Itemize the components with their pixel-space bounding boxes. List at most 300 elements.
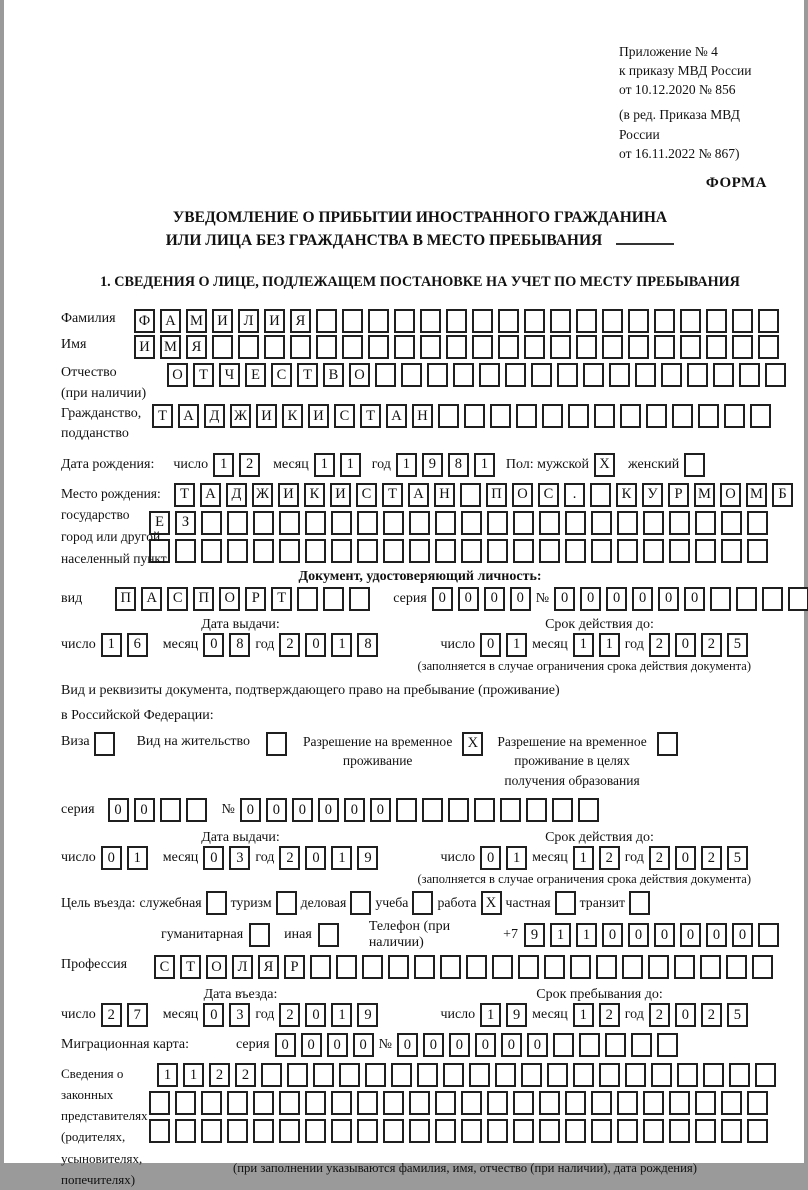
form-cell[interactable] [206, 891, 227, 915]
form-cell[interactable]: 0 [108, 798, 129, 822]
form-cell[interactable] [331, 539, 352, 563]
form-cell[interactable]: С [271, 363, 292, 387]
form-cell[interactable]: Т [180, 955, 201, 979]
form-cell[interactable]: 0 [684, 587, 705, 611]
form-cell[interactable] [409, 1119, 430, 1143]
form-cell[interactable] [362, 955, 383, 979]
form-cell[interactable]: А [386, 404, 407, 428]
form-cell[interactable] [674, 955, 695, 979]
form-cell[interactable] [479, 363, 500, 387]
form-cell[interactable] [596, 955, 617, 979]
form-cell[interactable] [524, 309, 545, 333]
form-cell[interactable]: Ж [252, 483, 273, 507]
form-cell[interactable] [643, 1119, 664, 1143]
form-cell[interactable] [629, 891, 650, 915]
purpose-humanitarian-checkbox[interactable] [249, 923, 270, 947]
form-cell[interactable] [721, 1119, 742, 1143]
form-cell[interactable]: Т [174, 483, 195, 507]
form-cell[interactable] [175, 1119, 196, 1143]
form-cell[interactable] [599, 1063, 620, 1087]
form-cell[interactable]: О [167, 363, 188, 387]
form-cell[interactable] [539, 1091, 560, 1115]
form-cell[interactable] [487, 511, 508, 535]
form-cell[interactable]: 3 [229, 846, 250, 870]
form-cell[interactable]: 1 [127, 846, 148, 870]
form-cell[interactable] [505, 363, 526, 387]
form-cell[interactable]: Т [382, 483, 403, 507]
form-cell[interactable]: О [219, 587, 240, 611]
form-cell[interactable]: 2 [239, 453, 260, 477]
form-cell[interactable] [313, 1063, 334, 1087]
form-cell[interactable] [550, 309, 571, 333]
form-cell[interactable] [695, 1119, 716, 1143]
form-cell[interactable] [654, 335, 675, 359]
form-cell[interactable]: И [256, 404, 277, 428]
form-cell[interactable] [620, 404, 641, 428]
form-cell[interactable] [435, 511, 456, 535]
form-cell[interactable]: О [512, 483, 533, 507]
form-cell[interactable] [201, 1119, 222, 1143]
form-cell[interactable]: Б [772, 483, 793, 507]
form-cell[interactable]: К [304, 483, 325, 507]
form-cell[interactable] [539, 1119, 560, 1143]
form-cell[interactable] [565, 1091, 586, 1115]
form-cell[interactable] [446, 309, 467, 333]
form-cell[interactable] [752, 955, 773, 979]
form-cell[interactable] [628, 335, 649, 359]
form-cell[interactable] [695, 511, 716, 535]
form-cell[interactable]: В [323, 363, 344, 387]
form-cell[interactable] [762, 587, 783, 611]
form-cell[interactable] [310, 955, 331, 979]
form-cell[interactable] [357, 1091, 378, 1115]
form-cell[interactable]: 1 [474, 453, 495, 477]
form-cell[interactable] [721, 539, 742, 563]
form-cell[interactable]: 8 [229, 633, 250, 657]
form-cell[interactable] [249, 923, 270, 947]
form-cell[interactable] [750, 404, 771, 428]
form-cell[interactable] [524, 335, 545, 359]
form-cell[interactable] [643, 539, 664, 563]
form-cell[interactable]: 1 [480, 1003, 501, 1027]
form-cell[interactable] [305, 539, 326, 563]
form-cell[interactable] [383, 1119, 404, 1143]
form-cell[interactable]: Т [271, 587, 292, 611]
form-cell[interactable]: К [616, 483, 637, 507]
form-cell[interactable] [513, 1119, 534, 1143]
form-cell[interactable]: 1 [331, 633, 352, 657]
form-cell[interactable] [576, 335, 597, 359]
form-cell[interactable]: 0 [580, 587, 601, 611]
form-cell[interactable] [635, 363, 656, 387]
form-cell[interactable]: 2 [649, 633, 670, 657]
form-cell[interactable] [401, 363, 422, 387]
form-cell[interactable] [565, 511, 586, 535]
form-cell[interactable] [349, 587, 370, 611]
purpose-business-checkbox[interactable] [206, 891, 227, 915]
form-cell[interactable]: Т [152, 404, 173, 428]
form-cell[interactable]: 1 [396, 453, 417, 477]
form-cell[interactable] [521, 1063, 542, 1087]
form-cell[interactable] [672, 404, 693, 428]
form-cell[interactable]: М [694, 483, 715, 507]
form-cell[interactable] [201, 539, 222, 563]
form-cell[interactable]: С [154, 955, 175, 979]
form-cell[interactable]: 0 [305, 1003, 326, 1027]
form-cell[interactable] [680, 335, 701, 359]
form-cell[interactable]: 0 [397, 1033, 418, 1057]
form-cell[interactable]: Н [412, 404, 433, 428]
form-cell[interactable] [466, 955, 487, 979]
form-cell[interactable] [602, 335, 623, 359]
form-cell[interactable] [357, 511, 378, 535]
form-cell[interactable]: 0 [134, 798, 155, 822]
form-cell[interactable] [591, 1119, 612, 1143]
form-cell[interactable]: 2 [235, 1063, 256, 1087]
form-cell[interactable]: Е [245, 363, 266, 387]
form-cell[interactable]: О [720, 483, 741, 507]
form-cell[interactable] [414, 955, 435, 979]
form-cell[interactable] [669, 539, 690, 563]
form-cell[interactable] [175, 1091, 196, 1115]
form-cell[interactable] [680, 309, 701, 333]
form-cell[interactable] [375, 363, 396, 387]
form-cell[interactable]: С [167, 587, 188, 611]
form-cell[interactable] [700, 955, 721, 979]
form-cell[interactable] [253, 1091, 274, 1115]
form-cell[interactable] [412, 891, 433, 915]
form-cell[interactable]: 0 [475, 1033, 496, 1057]
form-cell[interactable] [365, 1063, 386, 1087]
form-cell[interactable]: 9 [506, 1003, 527, 1027]
form-cell[interactable]: 2 [599, 1003, 620, 1027]
form-cell[interactable]: X [481, 891, 502, 915]
temp-permit-edu-checkbox[interactable] [657, 732, 678, 756]
form-cell[interactable]: 0 [266, 798, 287, 822]
form-cell[interactable] [579, 1033, 600, 1057]
form-cell[interactable] [435, 1119, 456, 1143]
form-cell[interactable] [721, 1091, 742, 1115]
form-cell[interactable] [487, 539, 508, 563]
form-cell[interactable]: 5 [727, 846, 748, 870]
form-cell[interactable] [695, 1091, 716, 1115]
form-cell[interactable] [331, 511, 352, 535]
form-cell[interactable] [331, 1119, 352, 1143]
form-cell[interactable] [446, 335, 467, 359]
form-cell[interactable] [383, 539, 404, 563]
form-cell[interactable]: 0 [327, 1033, 348, 1057]
form-cell[interactable] [469, 1063, 490, 1087]
form-cell[interactable]: 2 [101, 1003, 122, 1027]
form-cell[interactable]: 0 [203, 633, 224, 657]
form-cell[interactable]: . [564, 483, 585, 507]
form-cell[interactable] [487, 1119, 508, 1143]
form-cell[interactable]: 7 [127, 1003, 148, 1027]
form-cell[interactable] [212, 335, 233, 359]
form-cell[interactable] [706, 309, 727, 333]
form-cell[interactable] [726, 955, 747, 979]
form-cell[interactable]: 2 [701, 633, 722, 657]
form-cell[interactable] [253, 1119, 274, 1143]
form-cell[interactable] [602, 309, 623, 333]
form-cell[interactable] [724, 404, 745, 428]
form-cell[interactable] [578, 798, 599, 822]
form-cell[interactable] [331, 1091, 352, 1115]
form-cell[interactable]: 0 [432, 587, 453, 611]
form-cell[interactable]: 2 [279, 846, 300, 870]
form-cell[interactable] [201, 511, 222, 535]
form-cell[interactable] [287, 1063, 308, 1087]
form-cell[interactable]: 3 [229, 1003, 250, 1027]
form-cell[interactable]: 1 [573, 633, 594, 657]
form-cell[interactable] [342, 335, 363, 359]
form-cell[interactable] [591, 1091, 612, 1115]
form-cell[interactable] [531, 363, 552, 387]
form-cell[interactable]: 0 [305, 846, 326, 870]
form-cell[interactable] [149, 1119, 170, 1143]
form-cell[interactable]: 0 [675, 633, 696, 657]
form-cell[interactable] [677, 1063, 698, 1087]
form-cell[interactable] [391, 1063, 412, 1087]
form-cell[interactable] [305, 1119, 326, 1143]
form-cell[interactable]: З [175, 511, 196, 535]
form-cell[interactable] [438, 404, 459, 428]
form-cell[interactable] [657, 732, 678, 756]
form-cell[interactable] [539, 511, 560, 535]
form-cell[interactable] [487, 1091, 508, 1115]
form-cell[interactable] [590, 483, 611, 507]
form-cell[interactable]: А [408, 483, 429, 507]
form-cell[interactable]: 0 [449, 1033, 470, 1057]
form-cell[interactable] [461, 1091, 482, 1115]
purpose-work-checkbox[interactable] [481, 891, 502, 915]
form-cell[interactable] [555, 891, 576, 915]
form-cell[interactable]: 0 [344, 798, 365, 822]
form-cell[interactable]: 0 [203, 846, 224, 870]
form-cell[interactable]: А [160, 309, 181, 333]
form-cell[interactable] [617, 539, 638, 563]
temp-permit-checkbox[interactable] [462, 732, 483, 756]
form-cell[interactable]: 9 [524, 923, 545, 947]
form-cell[interactable] [516, 404, 537, 428]
form-cell[interactable] [388, 955, 409, 979]
form-cell[interactable] [565, 539, 586, 563]
form-cell[interactable]: 0 [101, 846, 122, 870]
form-cell[interactable] [513, 1091, 534, 1115]
form-cell[interactable] [409, 1091, 430, 1115]
form-cell[interactable]: П [486, 483, 507, 507]
form-cell[interactable] [435, 1091, 456, 1115]
form-cell[interactable]: Я [186, 335, 207, 359]
form-cell[interactable] [279, 539, 300, 563]
form-cell[interactable]: 8 [448, 453, 469, 477]
form-cell[interactable] [542, 404, 563, 428]
form-cell[interactable] [350, 891, 371, 915]
form-cell[interactable] [318, 923, 339, 947]
form-cell[interactable]: 2 [209, 1063, 230, 1087]
form-cell[interactable] [617, 511, 638, 535]
form-cell[interactable] [339, 1063, 360, 1087]
form-cell[interactable]: Р [668, 483, 689, 507]
form-cell[interactable]: 0 [480, 633, 501, 657]
form-cell[interactable] [394, 309, 415, 333]
form-cell[interactable] [323, 587, 344, 611]
form-cell[interactable]: А [200, 483, 221, 507]
form-cell[interactable] [513, 539, 534, 563]
form-cell[interactable] [396, 798, 417, 822]
form-cell[interactable] [747, 511, 768, 535]
form-cell[interactable]: Т [297, 363, 318, 387]
form-cell[interactable] [605, 1033, 626, 1057]
form-cell[interactable] [736, 587, 757, 611]
form-cell[interactable]: 1 [573, 846, 594, 870]
form-cell[interactable] [448, 798, 469, 822]
purpose-commercial-checkbox[interactable] [350, 891, 371, 915]
form-cell[interactable]: 0 [353, 1033, 374, 1057]
form-cell[interactable] [383, 1091, 404, 1115]
form-cell[interactable] [461, 539, 482, 563]
form-cell[interactable]: 5 [727, 633, 748, 657]
form-cell[interactable] [765, 363, 786, 387]
form-cell[interactable] [646, 404, 667, 428]
form-cell[interactable] [576, 309, 597, 333]
form-cell[interactable] [695, 539, 716, 563]
form-cell[interactable] [557, 363, 578, 387]
form-cell[interactable]: А [178, 404, 199, 428]
form-cell[interactable] [409, 511, 430, 535]
form-cell[interactable] [266, 732, 287, 756]
form-cell[interactable] [513, 511, 534, 535]
form-cell[interactable]: 9 [357, 1003, 378, 1027]
form-cell[interactable] [498, 335, 519, 359]
form-cell[interactable] [500, 798, 521, 822]
form-cell[interactable] [573, 1063, 594, 1087]
form-cell[interactable] [253, 511, 274, 535]
form-cell[interactable] [747, 1091, 768, 1115]
form-cell[interactable]: 0 [370, 798, 391, 822]
form-cell[interactable] [261, 1063, 282, 1087]
residence-permit-checkbox[interactable] [266, 732, 287, 756]
form-cell[interactable] [631, 1033, 652, 1057]
form-cell[interactable]: 0 [732, 923, 753, 947]
form-cell[interactable] [706, 335, 727, 359]
form-cell[interactable] [553, 1033, 574, 1057]
form-cell[interactable] [617, 1119, 638, 1143]
form-cell[interactable] [227, 511, 248, 535]
form-cell[interactable]: 0 [554, 587, 575, 611]
form-cell[interactable] [290, 335, 311, 359]
form-cell[interactable]: 0 [305, 633, 326, 657]
form-cell[interactable]: 1 [506, 633, 527, 657]
form-cell[interactable] [383, 511, 404, 535]
form-cell[interactable]: С [538, 483, 559, 507]
form-cell[interactable] [669, 1091, 690, 1115]
form-cell[interactable]: Я [290, 309, 311, 333]
form-cell[interactable]: 1 [314, 453, 335, 477]
form-cell[interactable] [552, 798, 573, 822]
form-cell[interactable] [703, 1063, 724, 1087]
form-cell[interactable] [149, 1091, 170, 1115]
form-cell[interactable] [417, 1063, 438, 1087]
form-cell[interactable] [357, 539, 378, 563]
form-cell[interactable]: 1 [213, 453, 234, 477]
form-cell[interactable]: 1 [331, 1003, 352, 1027]
form-cell[interactable] [175, 539, 196, 563]
form-cell[interactable]: Д [204, 404, 225, 428]
form-cell[interactable]: А [141, 587, 162, 611]
purpose-private-checkbox[interactable] [555, 891, 576, 915]
form-cell[interactable] [654, 309, 675, 333]
form-cell[interactable]: И [134, 335, 155, 359]
form-cell[interactable]: У [642, 483, 663, 507]
form-cell[interactable]: П [115, 587, 136, 611]
form-cell[interactable]: 1 [331, 846, 352, 870]
form-cell[interactable] [747, 1119, 768, 1143]
form-cell[interactable] [316, 335, 337, 359]
form-cell[interactable]: С [334, 404, 355, 428]
form-cell[interactable] [622, 955, 643, 979]
form-cell[interactable]: М [160, 335, 181, 359]
form-cell[interactable] [568, 404, 589, 428]
form-cell[interactable]: Ф [134, 309, 155, 333]
form-cell[interactable]: 6 [127, 633, 148, 657]
form-cell[interactable] [495, 1063, 516, 1087]
form-cell[interactable] [732, 335, 753, 359]
form-cell[interactable] [729, 1063, 750, 1087]
form-cell[interactable]: 2 [279, 1003, 300, 1027]
form-cell[interactable]: Л [232, 955, 253, 979]
form-cell[interactable]: Р [284, 955, 305, 979]
form-cell[interactable] [420, 309, 441, 333]
form-cell[interactable]: Е [149, 511, 170, 535]
form-cell[interactable]: 9 [422, 453, 443, 477]
purpose-transit-checkbox[interactable] [629, 891, 650, 915]
form-cell[interactable] [698, 404, 719, 428]
form-cell[interactable] [739, 363, 760, 387]
form-cell[interactable] [643, 1091, 664, 1115]
form-cell[interactable]: 1 [340, 453, 361, 477]
form-cell[interactable]: О [349, 363, 370, 387]
form-cell[interactable]: О [206, 955, 227, 979]
form-cell[interactable] [648, 955, 669, 979]
form-cell[interactable]: 0 [675, 1003, 696, 1027]
form-cell[interactable] [550, 335, 571, 359]
form-cell[interactable]: 2 [649, 1003, 670, 1027]
form-cell[interactable]: 0 [458, 587, 479, 611]
form-cell[interactable]: Ч [219, 363, 240, 387]
form-cell[interactable] [669, 1119, 690, 1143]
form-cell[interactable] [461, 1119, 482, 1143]
form-cell[interactable]: 0 [658, 587, 679, 611]
form-cell[interactable] [747, 539, 768, 563]
form-cell[interactable] [279, 1119, 300, 1143]
form-cell[interactable] [758, 335, 779, 359]
form-cell[interactable] [94, 732, 115, 756]
form-cell[interactable] [472, 309, 493, 333]
form-cell[interactable] [788, 587, 808, 611]
form-cell[interactable] [583, 363, 604, 387]
form-cell[interactable]: 9 [357, 846, 378, 870]
form-cell[interactable] [544, 955, 565, 979]
form-cell[interactable] [684, 453, 705, 477]
form-cell[interactable] [227, 1091, 248, 1115]
form-cell[interactable]: 0 [527, 1033, 548, 1057]
purpose-tourism-checkbox[interactable] [276, 891, 297, 915]
form-cell[interactable]: М [746, 483, 767, 507]
purpose-study-checkbox[interactable] [412, 891, 433, 915]
form-cell[interactable]: 0 [706, 923, 727, 947]
form-cell[interactable] [227, 1119, 248, 1143]
